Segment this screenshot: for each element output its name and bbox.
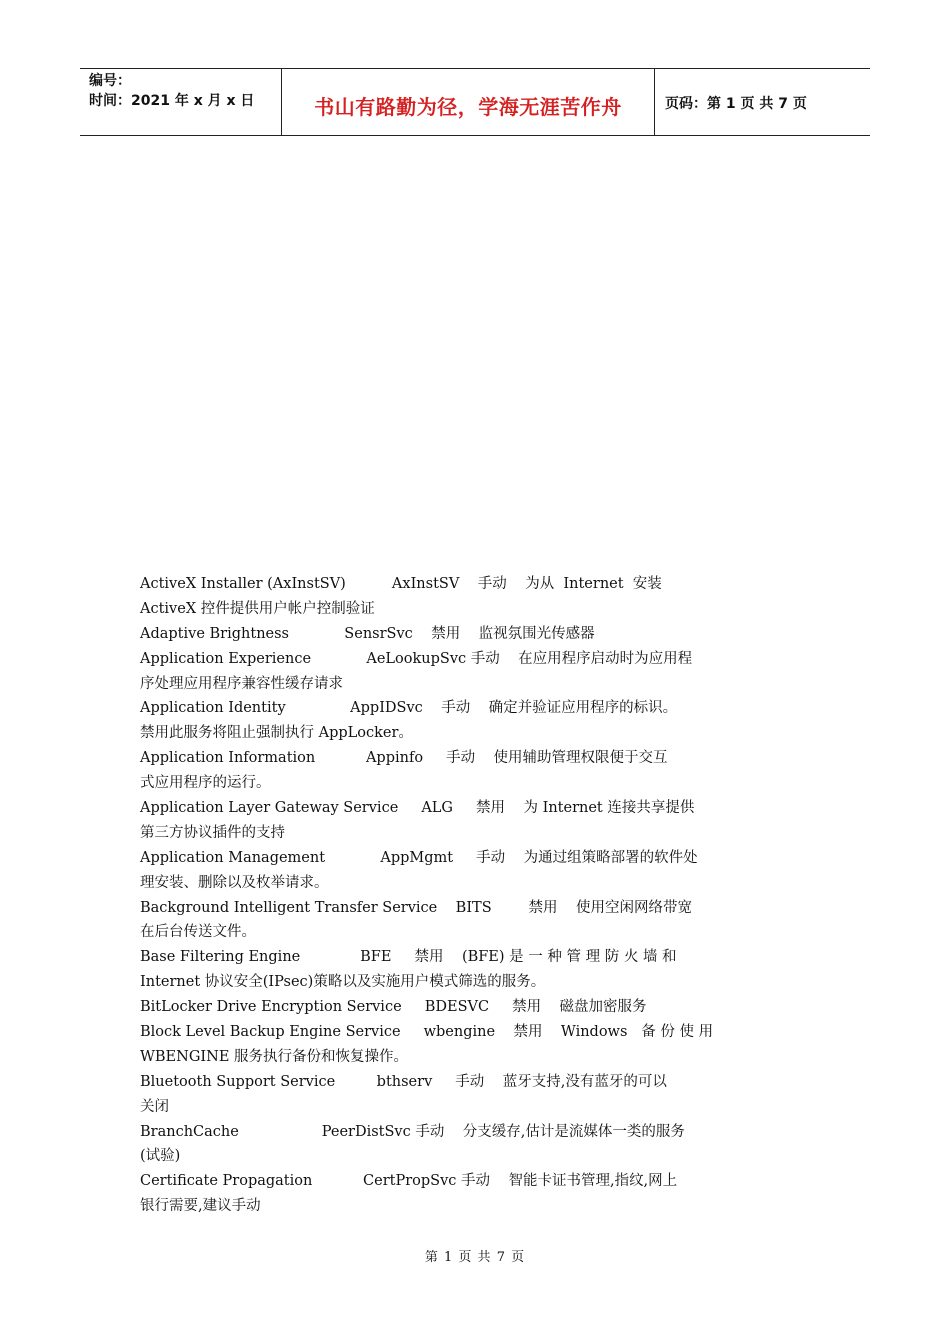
service-entry-line: Application Management AppMgmt 手动 为通过组策略部署的软件处 [140,849,698,866]
service-entry-line: 银行需要,建议手动 [140,1198,261,1215]
service-entry-line: 禁用此服务将阻止强制执行 AppLocker。 [140,725,413,742]
service-entry-line: 式应用程序的运行。 [140,775,271,792]
document-header [80,68,870,136]
service-entry-line: Bluetooth Support Service bthserv 手动 蓝牙支持,没有蓝牙的可以 [140,1073,667,1090]
service-entry-line: 序处理应用程序兼容性缓存请求 [140,675,343,692]
page-footer: 第 1 页 共 7 页 [424,1250,526,1265]
service-entry-line: 理安装、删除以及枚举请求。 [140,874,329,891]
service-entry-line: Background Intelligent Transfer Service BITS 禁用 使用空闲网络带宽 [140,899,692,916]
service-entry [140,846,812,896]
service-entry [140,796,812,846]
service-entry-line: WBENGINE 服务执行备份和恢复操作。 [140,1048,409,1065]
service-entry-line: 在后台传送文件。 [140,924,256,941]
service-entry-line: BranchCache PeerDistSvc 手动 分支缓存,估计是流媒体一类的服务 [140,1123,685,1140]
service-entry [140,1070,812,1120]
service-entry [140,995,812,1020]
header-page-info: 页码：第 1 页 共 7 页 [665,96,807,112]
service-entry [140,1120,812,1170]
service-entry-line: BitLocker Drive Encryption Service BDESVC 禁用 磁盘加密服务 [140,999,647,1016]
service-list [140,572,812,1219]
service-entry [140,1169,812,1219]
service-entry-line: 关闭 [140,1098,169,1115]
service-entry [140,1020,812,1070]
service-entry-line: Adaptive Brightness SensrSvc 禁用 监视氛围光传感器 [140,625,595,642]
service-entry-line: 第三方协议插件的支持 [140,824,285,841]
service-entry-line: Application Information Appinfo 手动 使用辅助管理权限便于交互 [140,750,668,767]
service-entry-line: Base Filtering Engine BFE 禁用 (BFE) 是 一 种 管 理 防 火 墙 和 [140,949,677,966]
service-entry-line: Application Layer Gateway Service ALG 禁用 为 Internet 连接共享提供 [140,800,695,817]
service-entry-line: Certificate Propagation CertPropSvc 手动 智能卡证书管理,指纹,网上 [140,1173,678,1190]
date-label: 时间：2021 年 x 月 x 日 [89,93,255,109]
service-entry-line: Block Level Backup Engine Service wbengine 禁用 Windows 备 份 使 用 [140,1024,714,1041]
service-entry-line: Application Identity AppIDSvc 手动 确定并验证应用程序的标识。 [140,700,678,717]
number-label: 编号： [89,73,131,89]
header-motto: 书山有路勤为径，学海无涯苦作舟 [282,69,655,135]
service-entry-line: ActiveX 控件提供用户帐户控制验证 [140,600,375,617]
service-entry [140,572,812,622]
service-entry [140,622,812,647]
service-entry [140,647,812,697]
service-entry [140,945,812,995]
service-entry-line: Internet 协议安全(IPsec)策略以及实施用户模式筛选的服务。 [140,974,546,991]
service-entry-line: (试验) [140,1148,181,1165]
service-entry [140,896,812,946]
service-entry-line: ActiveX Installer (AxInstSV) AxInstSV 手动 为从 Internet 安装 [140,576,662,592]
service-entry [140,696,812,746]
service-entry [140,746,812,796]
header-meta-cell [80,69,282,135]
service-entry-line: Application Experience AeLookupSvc 手动 在应用程序启动时为应用程 [140,650,693,667]
